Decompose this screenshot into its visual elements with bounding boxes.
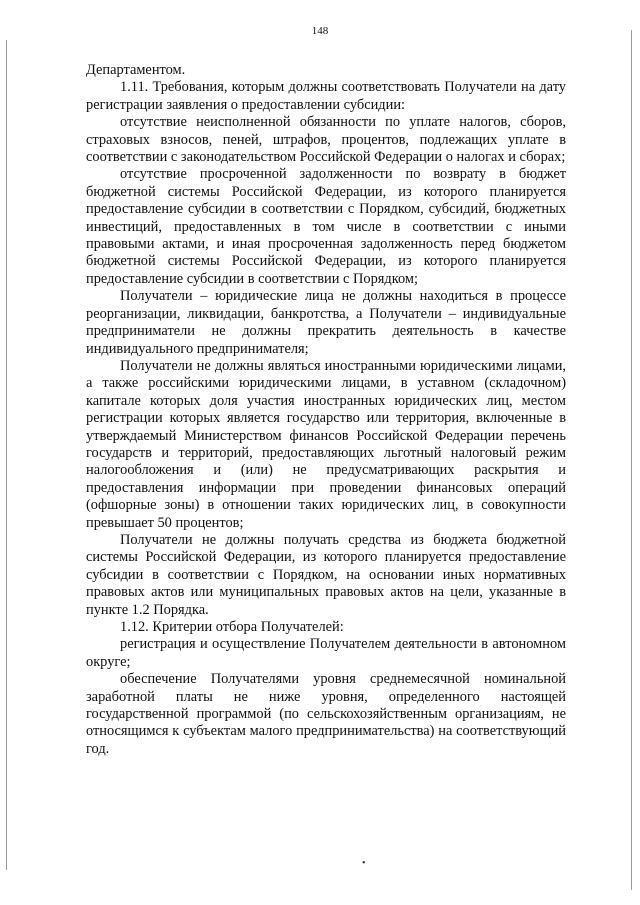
paragraph: регистрация и осуществление Получателем деятельности в автономном округе;	[86, 636, 566, 670]
page-number: 148	[311, 25, 329, 37]
paragraph: Получатели не должны получать средства из бюджета бюджетной системы Российской Федерации, из которого планируется предоставление субсидии в соответствии с Порядком, на основании иных нормативных правовых актов или муниципальных правовых актов на цели, указанные в пункте 1.2 Порядка.	[86, 531, 566, 618]
paragraph: Департаментом.	[86, 62, 186, 78]
paragraph: отсутствие неисполненной обязанности по уплате налогов, сборов, страховых взносов, пеней, штрафов, процентов, подлежащих уплате в соответствии с законодательством Российской Федерации о налогах и сборах;	[86, 114, 566, 166]
paragraph: 1.12. Критерии отбора Получателей:	[120, 619, 344, 635]
paragraph: Получатели не должны являться иностранными юридическими лицами, а также российскими юридическими лицами, в уставном (складочном) капитале которых доля участия иностранных юридических лиц, местом регистрации которых является государство или территория, включенные в утверждаемый Министерством финансов Российской Федерации перечень государств и территорий, предоставляющих льготный налоговый режим налогообложения и (или) не предусматривающих раскрытия и предоставления информации при проведении финансовых операций (офшорные зоны) в отношении таких юридических лиц, в совокупности превышает 50 процентов;	[86, 357, 566, 531]
scan-edge-right	[631, 30, 632, 890]
paragraph: обеспечение Получателями уровня среднемесячной номинальной заработной платы не ниже уровня, определенного настоящей государственной программой (по сельскохозяйственным организациям, не относящимся к субъектам малого предпринимательства) на соответствующий год.	[86, 671, 566, 757]
scan-edge-left	[6, 40, 7, 870]
paragraph: Получатели – юридические лица не должны находиться в процессе реорганизации, ликвидации, банкротства, а Получатели – индивидуальные предприниматели не должны прекратить деятельность в качестве индивидуального предпринимателя;	[86, 288, 566, 357]
document-body	[86, 62, 566, 758]
paragraph: отсутствие просроченной задолженности по возврату в бюджет бюджетной системы Российской Федерации, из которого планируется предоставление субсидии в соответствии с Порядком, субсидий, бюджетных инвестиций, предоставленных в том числе в соответствии с иными правовыми актами, и иная просроченная задолженность перед бюджетом бюджетной системы Российской Федерации, из которого планируется предоставление субсидии в соответствии с Порядком;	[86, 166, 566, 287]
paragraph: 1.11. Требования, которым должны соответствовать Получатели на дату регистрации заявления о предоставлении субсидии:	[86, 79, 566, 113]
footer-mark: •	[362, 858, 366, 869]
